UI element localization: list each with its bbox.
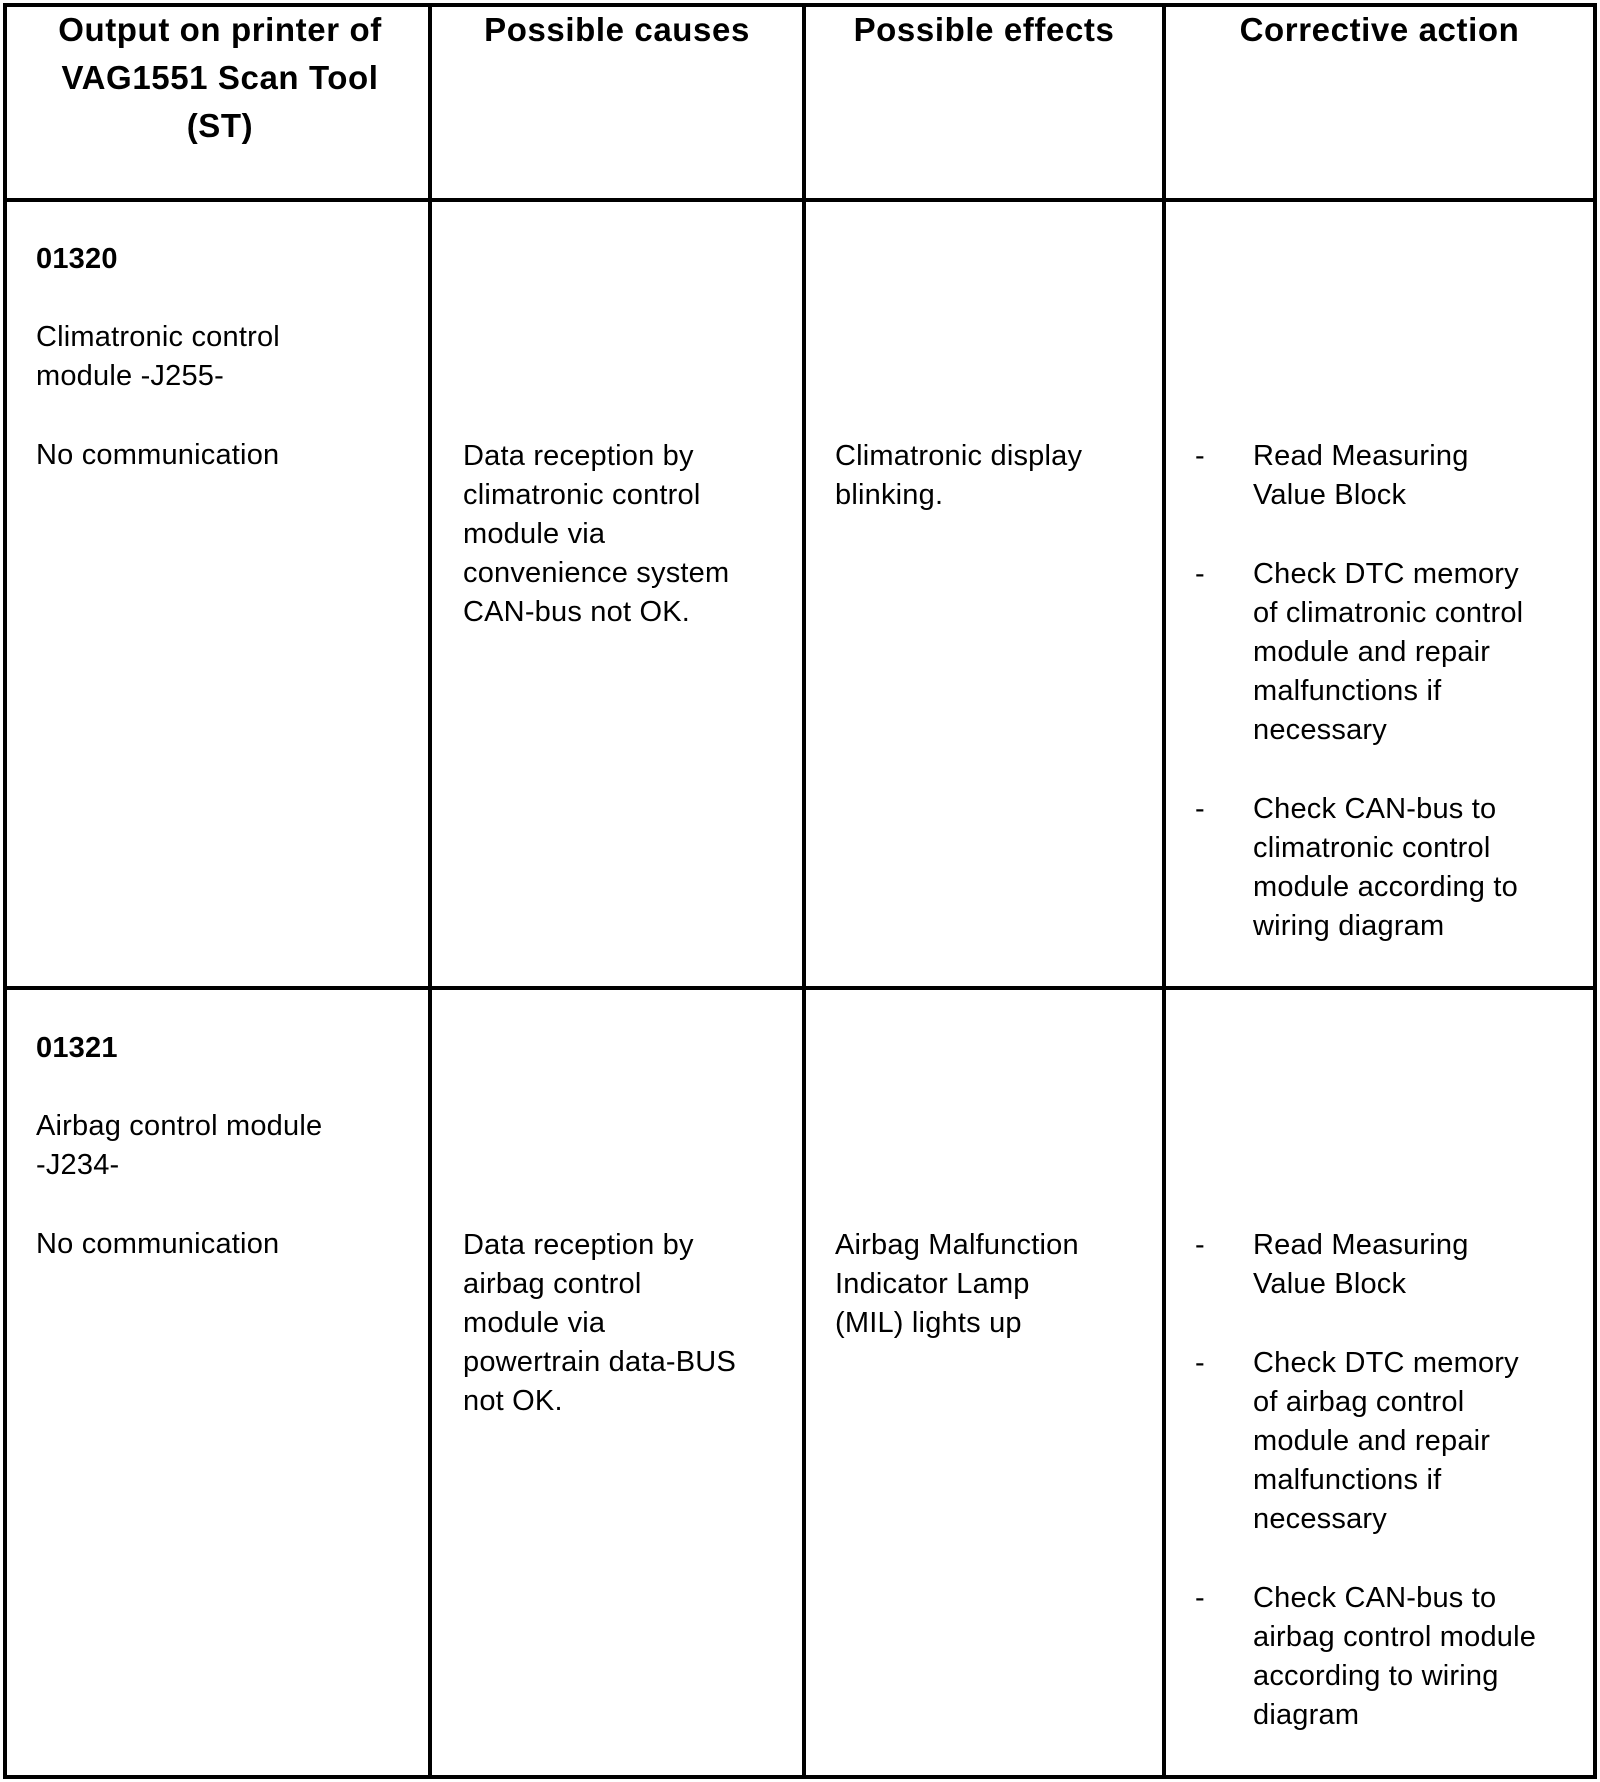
table-row-1-actions: [1195, 437, 1590, 946]
corrective-action-item: [1195, 437, 1590, 515]
list-dash: -: [1195, 793, 1205, 825]
table-border-right: [1593, 3, 1597, 1779]
table-row-1-cause: [463, 437, 793, 632]
corrective-action-text: Check DTC memory of airbag control module and repair malfunctions if necessary: [1253, 1347, 1519, 1535]
list-dash: -: [1195, 1347, 1205, 1379]
fault-status: No communication: [36, 439, 280, 471]
column-divider-1: [428, 3, 432, 1779]
corrective-action-text: Check CAN-bus to airbag control module according to wiring diagram: [1253, 1582, 1537, 1731]
table-row-1-effect: [835, 437, 1155, 515]
dtc-code: 01321: [36, 1032, 118, 1064]
row-divider: [3, 986, 1597, 990]
fault-status: No communication: [36, 1228, 280, 1260]
header-divider: [3, 198, 1597, 202]
corrective-action-item: [1195, 555, 1590, 750]
header-output-on-printer: Output on printer of VAG1551 Scan Tool (ST): [58, 11, 382, 144]
list-dash: -: [1195, 1229, 1205, 1261]
corrective-action-text: Read Measuring Value Block: [1253, 440, 1469, 511]
header-corrective-action: Corrective action: [1239, 11, 1520, 48]
header-possible-causes: Possible causes: [484, 11, 750, 48]
list-dash: -: [1195, 440, 1205, 472]
table-row-2-effect: [835, 1226, 1155, 1343]
column-divider-3: [1162, 3, 1166, 1779]
table-row-2-actions: [1195, 1226, 1590, 1735]
corrective-action-item: [1195, 1579, 1590, 1735]
table-row-2-output: [36, 1029, 416, 1264]
possible-effect-text: Airbag Malfunction Indicator Lamp (MIL) lights up: [835, 1229, 1079, 1339]
list-dash: -: [1195, 1582, 1205, 1614]
component-name: Airbag control module -J234-: [36, 1110, 323, 1181]
header-possible-effects: Possible effects: [853, 11, 1115, 48]
corrective-action-item: [1195, 790, 1590, 946]
column-divider-2: [802, 3, 806, 1779]
table-border-left: [3, 3, 7, 1779]
component-name: Climatronic control module -J255-: [36, 321, 280, 392]
table-row-1-output: [36, 240, 416, 475]
table-border-bottom: [3, 1775, 1597, 1779]
dtc-code: 01320: [36, 243, 118, 275]
corrective-action-text: Check CAN-bus to climatronic control module according to wiring diagram: [1253, 793, 1518, 942]
possible-effect-text: Climatronic display blinking.: [835, 440, 1083, 511]
corrective-action-text: Read Measuring Value Block: [1253, 1229, 1469, 1300]
corrective-action-item: [1195, 1226, 1590, 1304]
possible-cause-text: Data reception by climatronic control module via convenience system CAN-bus not OK.: [463, 440, 730, 628]
table-row-2-cause: [463, 1226, 793, 1421]
corrective-action-item: [1195, 1344, 1590, 1539]
list-dash: -: [1195, 558, 1205, 590]
possible-cause-text: Data reception by airbag control module via powertrain data-BUS not OK.: [463, 1229, 736, 1417]
corrective-action-text: Check DTC memory of climatronic control module and repair malfunctions if necessary: [1253, 558, 1524, 746]
